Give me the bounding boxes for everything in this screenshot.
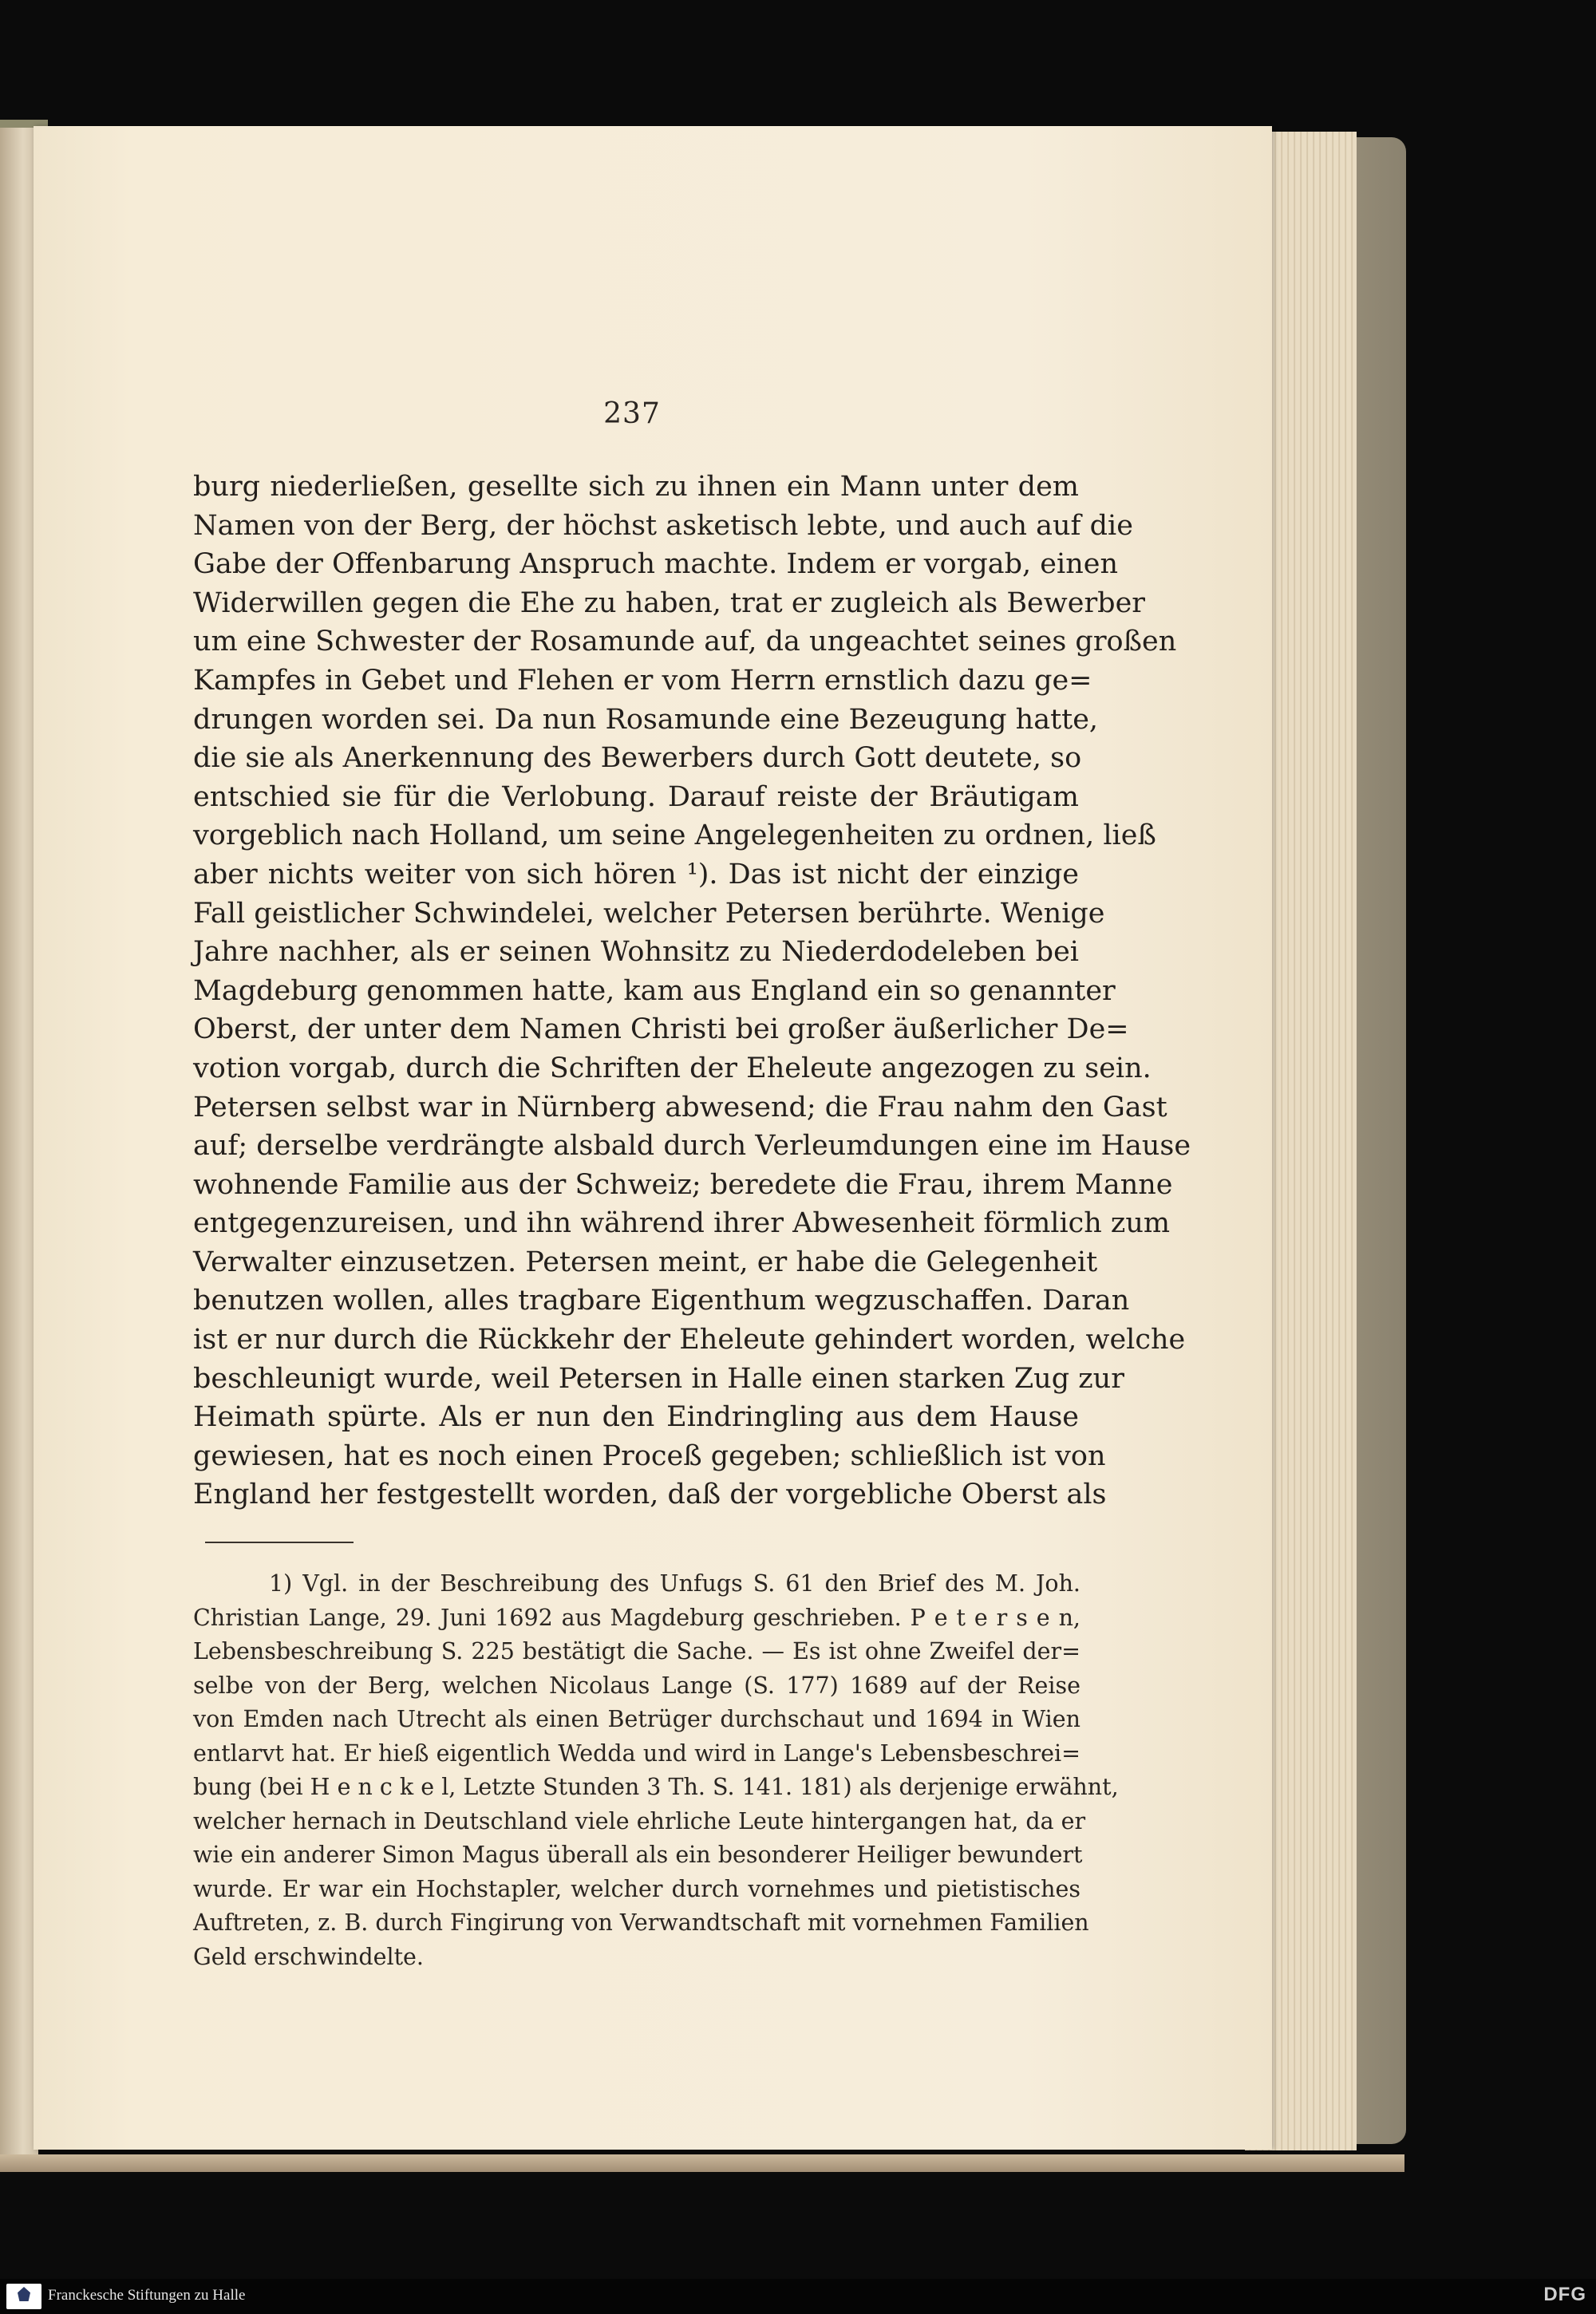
footnote-line: bung (bei H e n c k e l, Letzte Stunden 3 Th. S. 141. 181) als derjenige erwähnt, bbox=[193, 1774, 1119, 1800]
body-line: Verwalter einzusetzen. Petersen meint, er habe die Gelegenheit bbox=[193, 1246, 1098, 1278]
body-line: Heimath spürte. Als er nun den Eindringling aus dem Hause bbox=[193, 1401, 1079, 1434]
dfg-logo[interactable]: DFG bbox=[1543, 2284, 1586, 2305]
body-line: Namen von der Berg, der höchst asketisch lebte, und auch auf die bbox=[193, 509, 1133, 542]
body-line: entgegenzureisen, und ihn während ihrer Abwesenheit förmlich zum bbox=[193, 1207, 1171, 1240]
foundation-logo-icon[interactable] bbox=[6, 2284, 41, 2309]
footnote-line: entlarvt hat. Er hieß eigentlich Wedda und wird in Lange's Lebensbeschrei= bbox=[193, 1739, 1080, 1767]
body-line: Oberst, der unter dem Namen Christi bei großer äußerlicher De= bbox=[193, 1013, 1129, 1046]
body-line: ist er nur durch die Rückkehr der Eheleute gehindert worden, welche bbox=[193, 1324, 1186, 1356]
body-text bbox=[193, 468, 1191, 1514]
footnote-line: selbe von der Berg, welchen Nicolaus Lange (S. 177) 1689 auf der Reise bbox=[193, 1672, 1080, 1699]
body-line: Gabe der Offenbarung Anspruch machte. Indem er vorgab, einen bbox=[193, 548, 1118, 581]
footnote-line: von Emden nach Utrecht als einen Betrüger durchschaut und 1694 in Wien bbox=[193, 1706, 1080, 1732]
footnote-line: wurde. Er war ein Hochstapler, welcher durch vornehmes und pietistisches bbox=[193, 1875, 1080, 1902]
footnote-line: Geld erschwindelte. bbox=[193, 1943, 424, 1970]
body-line: Widerwillen gegen die Ehe zu haben, trat er zugleich als Bewerber bbox=[193, 586, 1146, 619]
body-line: wohnende Familie aus der Schweiz; beredete die Frau, ihrem Manne bbox=[193, 1168, 1173, 1201]
page-number: 237 bbox=[603, 397, 661, 430]
body-line: beschleunigt wurde, weil Petersen in Halle einen starken Zug zur bbox=[193, 1362, 1124, 1395]
book-page bbox=[34, 126, 1272, 2150]
footnote-line: wie ein anderer Simon Magus überall als ein besonderer Heiliger bewundert bbox=[193, 1842, 1083, 1868]
body-line: vorgeblich nach Holland, um seine Angelegenheiten zu ordnen, ließ bbox=[193, 819, 1156, 852]
body-line: votion vorgab, durch die Schriften der Eheleute angezogen zu sein. bbox=[193, 1052, 1152, 1084]
body-line: auf; derselbe verdrängte alsbald durch Verleumdungen eine im Hause bbox=[193, 1130, 1191, 1163]
left-page-edge bbox=[0, 128, 38, 2162]
body-line: um eine Schwester der Rosamunde auf, da ungeachtet seines großen bbox=[193, 626, 1177, 658]
body-line: Magdeburg genommen hatte, kam aus England ein so genannter bbox=[193, 974, 1116, 1007]
foundation-crest-icon bbox=[18, 2287, 30, 2301]
footnote-line: 1) Vgl. in der Beschreibung des Unfugs S. 61 den Brief des M. Joh. bbox=[269, 1570, 1080, 1597]
footnotes bbox=[193, 1567, 1119, 1974]
body-line: die sie als Anerkennung des Bewerbers durch Gott deutete, so bbox=[193, 742, 1082, 775]
body-line: benutzen wollen, alles tragbare Eigenthum wegzuschaffen. Daran bbox=[193, 1285, 1130, 1317]
viewer-footer bbox=[0, 2279, 1596, 2314]
body-line: entschied sie für die Verlobung. Darauf reiste der Bräutigam bbox=[193, 780, 1079, 813]
body-line: Fall geistlicher Schwindelei, welcher Petersen berührte. Wenige bbox=[193, 897, 1105, 930]
body-line: gewiesen, hat es noch einen Proceß gegeben; schließlich ist von bbox=[193, 1439, 1106, 1472]
footnote-line: welcher hernach in Deutschland viele ehrliche Leute hintergangen hat, da er bbox=[193, 1807, 1086, 1834]
body-line: Jahre nachher, als er seinen Wohnsitz zu Niederdodeleben bei bbox=[193, 936, 1079, 969]
body-line: burg niederließen, gesellte sich zu ihnen ein Mann unter dem bbox=[193, 471, 1079, 503]
body-line: Kampfes in Gebet und Flehen er vom Herrn ernstlich dazu ge= bbox=[193, 664, 1092, 697]
footnote-line: Auftreten, z. B. durch Fingirung von Verwandtschaft mit vornehmen Familien bbox=[193, 1909, 1089, 1936]
body-line: Petersen selbst war in Nürnberg abwesend; die Frau nahm den Gast bbox=[193, 1091, 1167, 1123]
body-line: drungen worden sei. Da nun Rosamunde eine Bezeugung hatte, bbox=[193, 703, 1099, 736]
body-line: England her festgestellt worden, daß der vorgebliche Oberst als bbox=[193, 1479, 1107, 1511]
institution-name[interactable]: Franckesche Stiftungen zu Halle bbox=[48, 2287, 246, 2304]
footnote-divider bbox=[205, 1542, 354, 1543]
book-bottom-edge bbox=[0, 2154, 1404, 2172]
body-line: aber nichts weiter von sich hören ¹). Das ist nicht der einzige bbox=[193, 858, 1079, 890]
footnote-line: Christian Lange, 29. Juni 1692 aus Magdeburg geschrieben. P e t e r s e n, bbox=[193, 1604, 1080, 1631]
footnote-line: Lebensbeschreibung S. 225 bestätigt die Sache. — Es ist ohne Zweifel der= bbox=[193, 1638, 1080, 1664]
